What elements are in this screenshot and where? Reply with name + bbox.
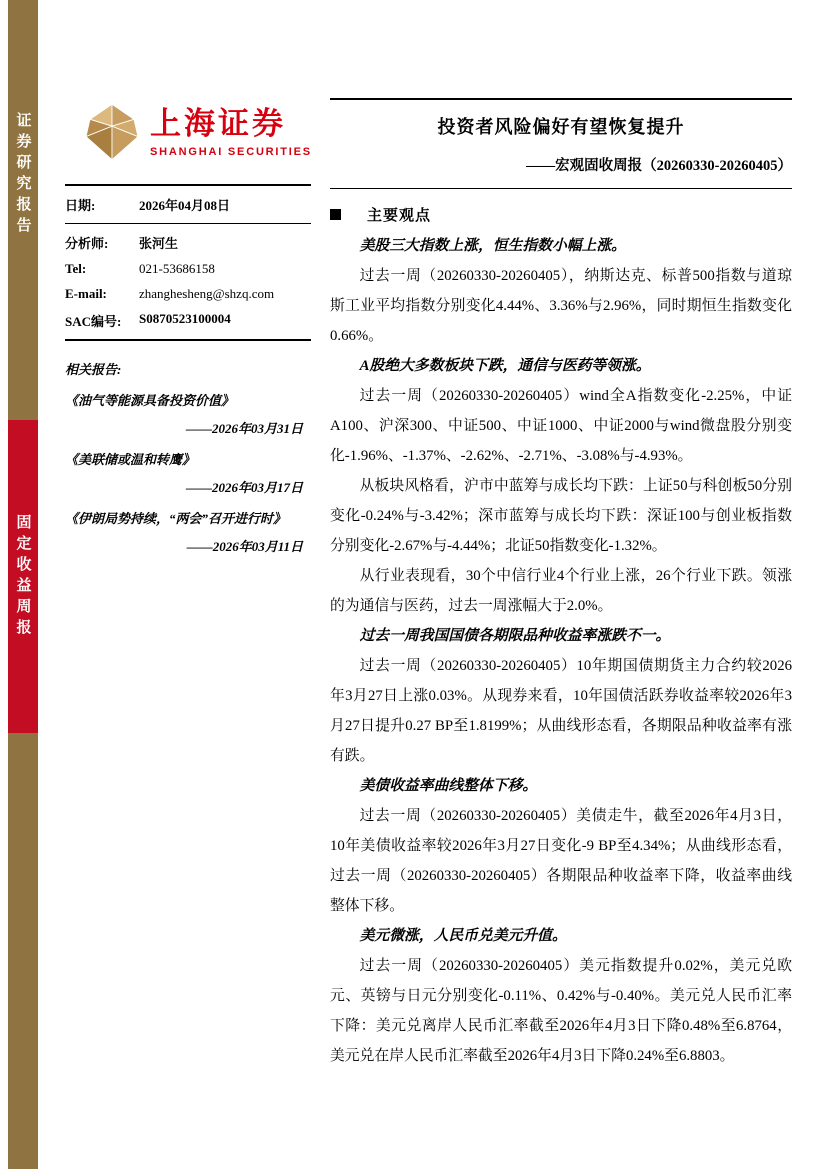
related-report-title: 《美联储或温和转鹰》 [65, 452, 196, 467]
report-subtitle: ——宏观固收周报（20260330-20260405） [526, 158, 792, 174]
divider [65, 223, 311, 224]
sidebar-category-label: 证券研究报告 [14, 112, 31, 238]
report-title: 投资者风险偏好有望恢复提升 [437, 117, 685, 137]
sac-value: S0870523100004 [139, 311, 231, 326]
divider [330, 188, 792, 189]
info-column [65, 184, 311, 555]
related-report-title: 《伊朗局势持续，“两会”召开进行时》 [65, 511, 287, 526]
report-paragraph: A股绝大多数板块下跌，通信与医药等领涨。 [359, 358, 651, 374]
date-label: 日期: [65, 198, 96, 213]
meta-row-tel [65, 261, 311, 277]
section-title: 主要观点 [367, 208, 432, 224]
tel-label: Tel: [65, 261, 87, 276]
report-body [330, 231, 792, 1071]
related-report-item [65, 508, 311, 555]
brand-header [86, 102, 312, 162]
report-paragraph: 过去一周（20260330-20260405）wind全A指数变化-2.25%，中证A100、沪深300、中证500、中证1000、中证2000与wind微盘股分别变化-1.96%、-1.37%、-2.62%、-2.71%、-3.08%与-4.93%。 [330, 388, 792, 464]
section-heading [330, 204, 792, 225]
meta-row-sac [65, 311, 311, 330]
brand-name-cn: 上海证券 [150, 106, 286, 141]
report-paragraph: 美元微涨，人民币兑美元升值。 [359, 928, 567, 944]
email-value: zhanghesheng@shzq.com [139, 286, 275, 301]
meta-row-email [65, 286, 311, 302]
square-bullet-icon [330, 209, 341, 220]
brand-text [150, 106, 312, 158]
email-label: E-mail: [65, 286, 107, 301]
divider [65, 184, 311, 186]
date-value: 2026年04月08日 [139, 198, 231, 213]
analyst-value: 张河生 [139, 236, 179, 251]
sidebar-category [8, 112, 38, 352]
related-reports [65, 359, 311, 555]
report-paragraph: 过去一周（20260330-20260405）10年期国债期货主力合约较2026年3月27日上涨0.03%。从现券来看，10年国债活跃券收益率较2026年3月27日提升0.27 BP至1.8199%；从曲线形态看，各期限品种收益率有涨有跌。 [330, 658, 792, 764]
meta-row-date [65, 195, 311, 214]
divider [330, 98, 792, 100]
brand-logo-icon [86, 102, 138, 162]
related-report-date: ——2026年03月11日 [186, 539, 303, 554]
sidebar-series-block [8, 420, 38, 733]
sidebar-series-label: 固定收益周报 [14, 513, 31, 640]
related-report-item [65, 449, 311, 496]
report-paragraph: 从行业表现看，30个中信行业4个行业上涨，26个行业下跌。领涨的为通信与医药，过去一周涨幅大于2.0%。 [330, 568, 792, 614]
report-paragraph: 美债收益率曲线整体下移。 [359, 778, 538, 794]
divider [65, 339, 311, 341]
brand-name-en: SHANGHAI SECURITIES [150, 146, 312, 158]
report-paragraph: 从板块风格看，沪市中蓝筹与成长均下跌：上证50与科创板50分别变化-0.24%与-3.42%；深市蓝筹与成长均下跌：深证100与创业板指数分别变化-2.67%与-4.44%；北证50指数变化-1.32%。 [330, 478, 792, 554]
related-reports-heading: 相关报告: [65, 362, 122, 377]
sac-label: SAC编号: [65, 314, 122, 329]
meta-row-analyst [65, 233, 311, 252]
report-paragraph: 过去一周我国国债各期限品种收益率涨跌不一。 [359, 628, 671, 644]
tel-value: 021-53686158 [139, 261, 215, 276]
report-paragraph: 美股三大指数上涨，恒生指数小幅上涨。 [359, 238, 626, 254]
analyst-label: 分析师: [65, 236, 109, 251]
report-paragraph: 过去一周（20260330-20260405）美元指数提升0.02%，美元兑欧元、英镑与日元分别变化-0.11%、0.42%与-0.40%。美元兑人民币汇率下降：美元兑离岸人民币汇率截至2026年4月3日下降0.48%至6.8764，美元兑在岸人民币汇率截至2026年4月3日下降0.24%至6.8803。 [330, 958, 792, 1064]
related-report-date: ——2026年03月31日 [185, 421, 303, 436]
report-paragraph: 过去一周（20260330-20260405）美债走牛，截至2026年4月3日，10年美债收益率较2026年3月27日变化-9 BP至4.34%；从曲线形态看，过去一周（20260330-20260405）各期限品种收益率下降，收益率曲线整体下移。 [330, 808, 792, 914]
main-column [330, 98, 792, 1071]
related-report-item [65, 390, 311, 437]
related-report-date: ——2026年03月17日 [185, 480, 303, 495]
related-report-title: 《油气等能源具备投资价值》 [65, 393, 235, 408]
report-paragraph: 过去一周（20260330-20260405），纳斯达克、标普500指数与道琼斯工业平均指数分别变化4.44%、3.36%与2.96%，同时期恒生指数变化0.66%。 [330, 268, 792, 344]
